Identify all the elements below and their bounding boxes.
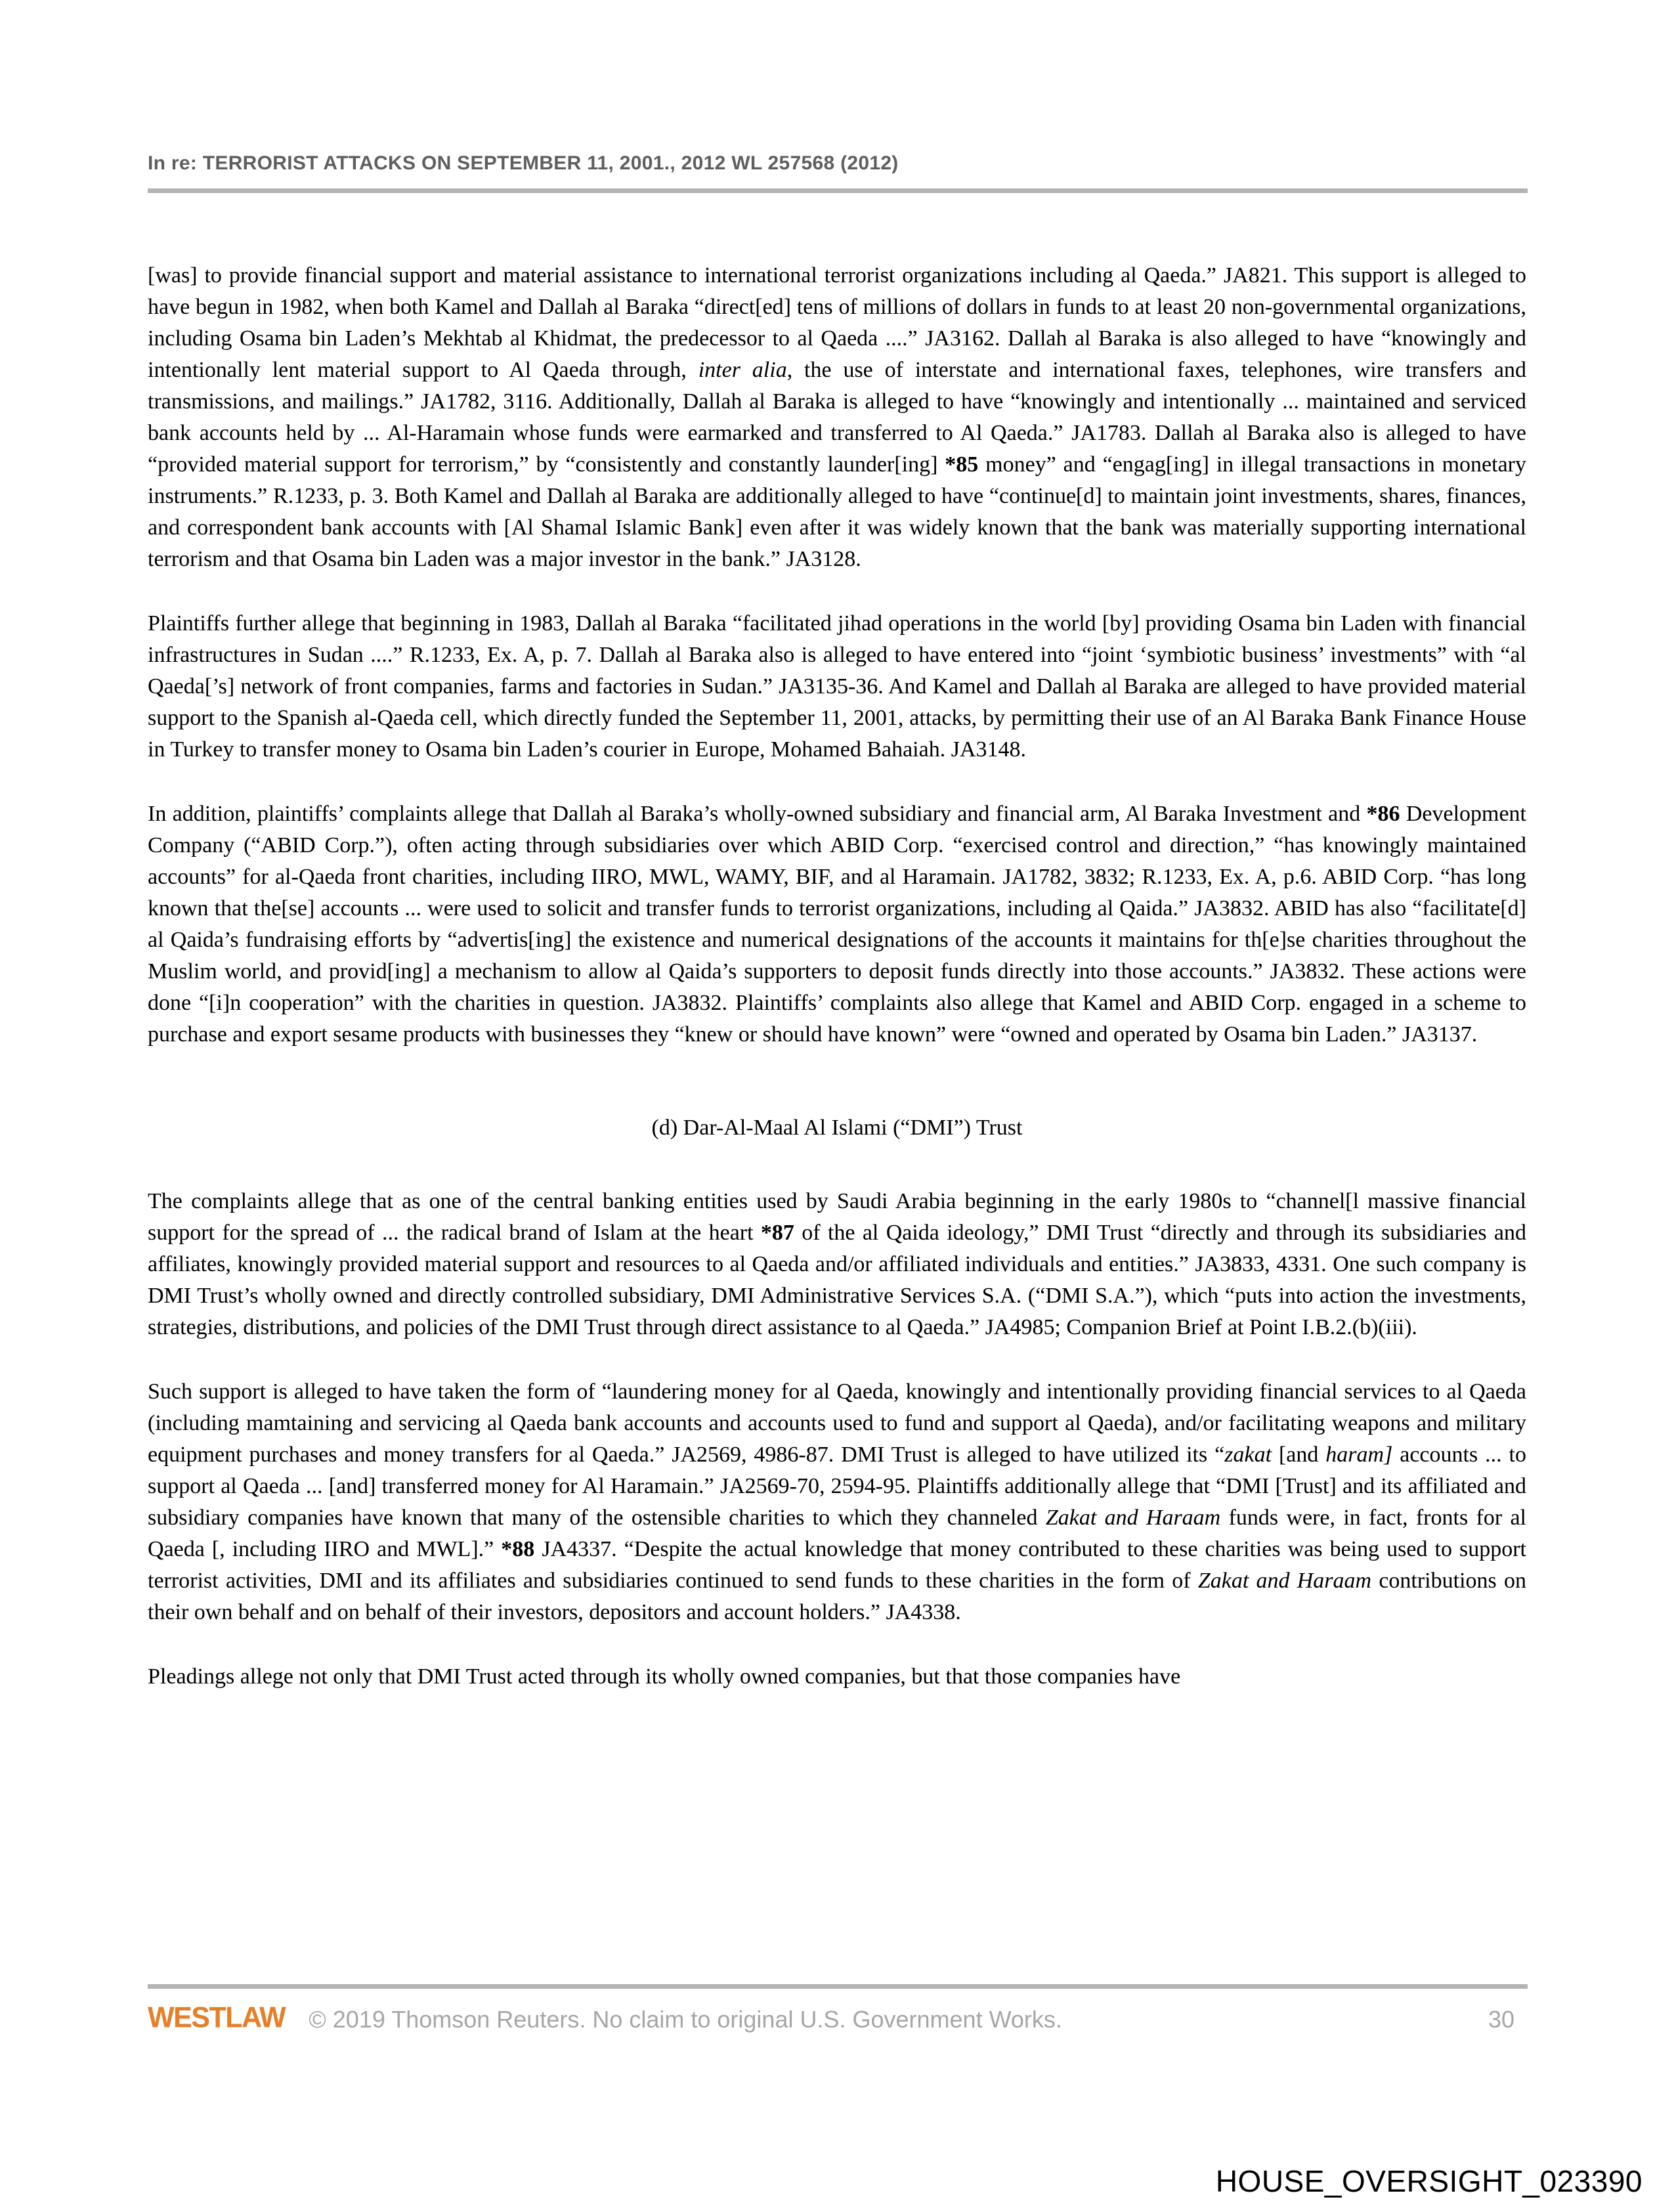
text-segment-italic: zakat [1224,1442,1272,1467]
header-divider [148,188,1528,193]
body-paragraph [148,798,1526,1051]
text-segment-italic: Zakat and Haraam [1045,1506,1221,1530]
text-segment-normal: Pleadings allege not only that DMI Trust acted through its wholly owned companies, but that those companies have [148,1664,1181,1689]
text-segment-normal: Development Company (“ABID Corp.”), often acting through subsidiaries over which ABID Corp. “exercised control and direction,” “has knowingly maintained accounts” for al-Qaeda front charities, including IIRO, MWL, WAMY, BIF, and al Haramain. JA1782, 3832; R.1233, Ex. A, p.6. ABID Corp. “has long known that the[se] accounts ... were used to solicit and transfer funds to terrorist organizations, including al Qaida.” JA3832. ABID has also “facilitate[d] al Qaida’s fundraising efforts by “advertis[ing] the existence and numerical designations of the accounts it maintains for th[e]se charities throughout the Muslim world, and provid[ing] a mechanism to allow al Qaida’s supporters to deposit funds directly into those accounts.” JA3832. These actions were done “[i]n cooperation” with the charities in question. JA3832. Plaintiffs’ complaints also allege that Kamel and ABID Corp. engaged in a scheme to purchase and export sesame products with businesses they “knew or should have known” were “owned and operated by Osama bin Laden.” JA3137. [148,802,1526,1047]
text-segment-normal: of the al Qaida ideology,” DMI Trust “directly and through its subsidiaries and affiliates, knowingly provided material support and resources to al Qaeda and/or affiliated individuals and entities.” JA3833, 4331. One such company is DMI Trust’s wholly owned and directly controlled subsidiary, DMI Administrative Services S.A. (“DMI S.A.”), which “puts into action the investments, strategies, distributions, and policies of the DMI Trust through direct assistance to al Qaeda.” JA4985; Companion Brief at Point I.B.2.(b)(iii). [148,1221,1526,1339]
text-segment-italic: haram] [1325,1442,1393,1467]
text-segment-italic: inter alia [698,358,787,382]
text-segment-bold: *88 [501,1537,535,1561]
section-heading [148,1112,1526,1144]
document-header [148,152,1526,175]
document-body [148,260,1526,1725]
footer-divider [148,1984,1528,1989]
text-segment-normal: Such support is alleged to have taken the form of “laundering money for al Qaeda, knowingly and intentionally providing financial services to al Qaeda (including mamtaining and servicing al Qaeda bank accounts and accounts used to fund and support al Qaeda), and/or facilitating weapons and military equipment purchases and money transfers for al Qaeda.” JA2569, 4986-87. DMI Trust is alleged to have utilized its “ [148,1379,1526,1467]
body-paragraph [148,1376,1526,1628]
text-segment-bold: *85 [945,452,979,477]
text-segment-normal: [and [1272,1442,1326,1467]
text-segment-normal: Plaintiffs further allege that beginning in 1983, Dallah al Baraka “facilitated jihad operations in the world [by] providing Osama bin Laden with financial infrastructures in Sudan ....” R.1233, Ex. A, p. 7. Dallah al Baraka also is alleged to have entered into “joint ‘symbiotic business’ investments” with “al Qaeda[’s] network of front companies, farms and factories in Sudan.” JA3135-36. And Kamel and Dallah al Baraka are alleged to have provided material support to the Spanish al-Qaeda cell, which directly funded the September 11, 2001, attacks, by permitting their use of an Al Baraka Bank Finance House in Turkey to transfer money to Osama bin Laden’s courier in Europe, Mohamed Bahaiah. JA3148. [148,611,1526,762]
text-segment-normal: In addition, plaintiffs’ complaints allege that Dallah al Baraka’s wholly-owned subsidiary and financial arm, Al Baraka Investment and [148,802,1367,826]
page-footer [148,2003,1526,2035]
text-segment-italic: Zakat and Haraam [1197,1569,1372,1593]
text-segment-normal: accounts ... to support al Qaeda ... [and] transferred money for Al Haramain.” JA2569-70, 2594-95. Plaintiffs additionally allege that “DMI [Trust] and its affiliated and subsidiary companies have known that many of the ostensible charities to which they channeled [148,1442,1526,1530]
text-segment-bold: *86 [1366,802,1400,826]
copyright-notice: © 2019 Thomson Reuters. No claim to original U.S. Government Works. [309,2006,1062,2033]
text-segment-normal: , the use of interstate and international faxes, telephones, wire transfers and transmissions, and mailings.” JA1782, 3116. Additionally, Dallah al Baraka is alleged to have “knowingly and intentionally ... maintained and serviced bank accounts held by ... Al-Haramain whose funds were earmarked and transferred to Al Qaeda.” JA1783. Dallah al Baraka also is alleged to have “provided material support for terrorism,” by “consistently and constantly launder[ing] [148,358,1527,477]
text-segment-normal: The complaints allege that as one of the central banking entities used by Saudi Arabia beginning in the early 1980s to “channel[l massive financial support for the spread of ... the radical brand of Islam at the heart [148,1189,1526,1245]
case-citation: In re: TERRORIST ATTACKS ON SEPTEMBER 11, 2001., 2012 WL 257568 (2012) [148,152,899,174]
text-segment-normal: money” and “engag[ing] in illegal transactions in monetary instruments.” R.1233, p. 3. Both Kamel and Dallah al Baraka are additionally alleged to have “continue[d] to maintain joint investments, shares, finances, and correspondent bank accounts with [Al Shamal Islamic Bank] even after it was widely known that the bank was materially supporting international terrorism and that Osama bin Laden was a major investor in the bank.” JA3128. [148,452,1526,571]
westlaw-logo: WESTLAW [148,2001,286,2034]
text-segment-normal: funds were, in fact, fronts for al Qaeda [, including IIRO and MWL].” [148,1506,1527,1561]
bates-stamp: HOUSE_OVERSIGHT_023390 [1215,2164,1642,2198]
text-segment-normal: JA4337. “Despite the actual knowledge that money contributed to these charities was being used to support terrorist activities, DMI and its affiliates and subsidiaries continued to send funds to these charities in the form of [148,1537,1526,1593]
body-paragraph [148,1186,1526,1343]
text-segment-normal: (d) Dar-Al-Maal Al Islami (“DMI”) Trust [651,1116,1023,1140]
text-segment-normal: contributions on their own behalf and on behalf of their investors, depositors and account holders.” JA4338. [148,1569,1526,1624]
page-number: 30 [1488,2006,1514,2033]
text-segment-normal: [was] to provide financial support and material assistance to international terrorist organizations including al Qaeda.” JA821. This support is alleged to have begun in 1982, when both Kamel and Dallah al Baraka “direct[ed] tens of millions of dollars in funds to at least 20 non-governmental organizations, including Osama bin Laden’s Mekhtab al Khidmat, the predecessor to al Qaeda ....” JA3162. Dallah al Baraka is also alleged to have “knowingly and intentionally lent material support to Al Qaeda through, [148,263,1526,382]
text-segment-bold: *87 [760,1221,794,1245]
body-paragraph [148,260,1526,575]
body-paragraph [148,1661,1526,1693]
body-paragraph [148,608,1526,766]
